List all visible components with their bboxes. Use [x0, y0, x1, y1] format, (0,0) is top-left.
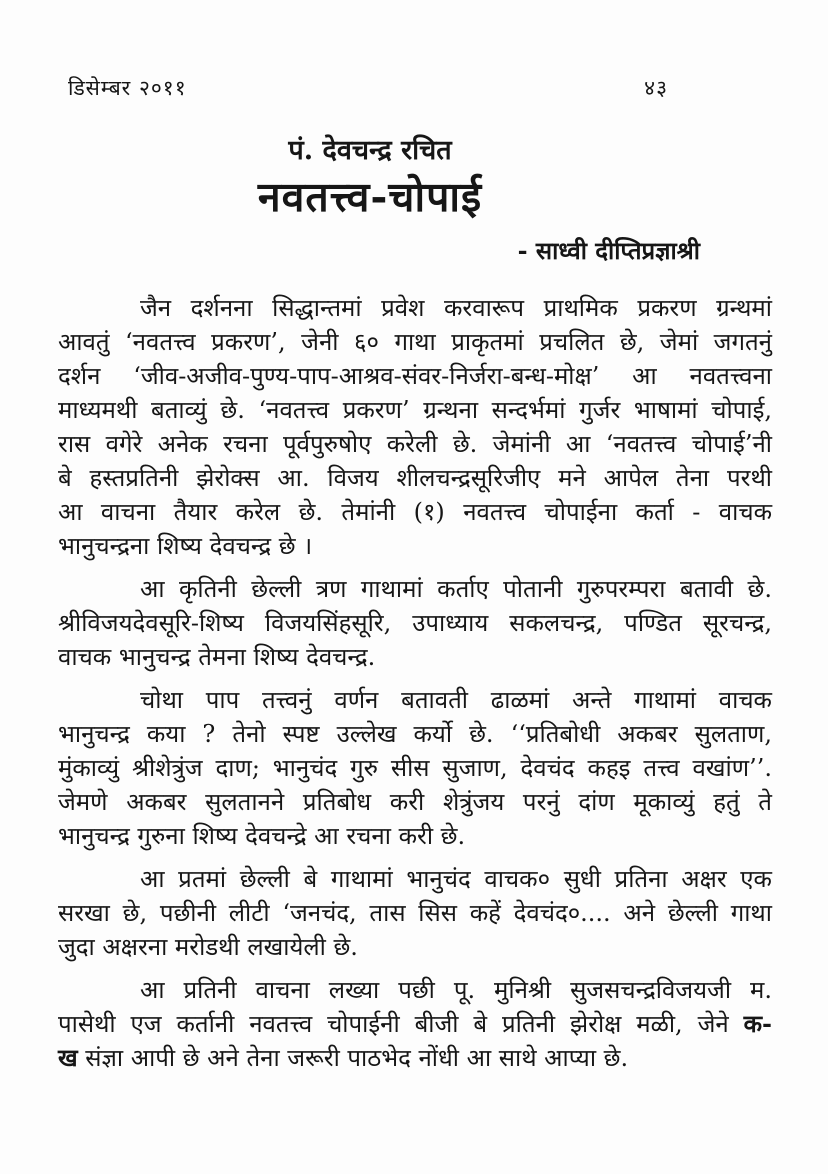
text-segment: आ कृतिनी छेल्ली त्रण गाथामां कर्ताए पोतानी गुरुपरम्परा बतावी छे. [140, 575, 772, 603]
text-segment: जैन दर्शनना सिद्धान्तमां प्रवेश करवारूप प्राथमिक प्रकरण ग्रन्थमां [140, 294, 772, 322]
text-line [58, 785, 772, 819]
paragraph [58, 683, 772, 853]
text-line [58, 461, 772, 495]
text-line [58, 896, 772, 930]
article-title: नवतत्त्व-चोपाई [257, 173, 483, 221]
page-number: ४३ [644, 76, 668, 100]
text-line [58, 683, 772, 717]
issue-date: डिसेम्बर २०११ [68, 76, 187, 100]
text-line [58, 751, 772, 785]
text-line [58, 973, 772, 1007]
text-segment: आ वाचना तैयार करेल छे. तेमांनी (१) नवतत्त्व चोपाईना कर्ता - वाचक [58, 498, 772, 526]
text-line [58, 640, 772, 674]
text-line [58, 495, 772, 529]
text-segment: भानुचन्द्र कया ? तेनो स्पष्ट उल्लेख कर्यो छे. ‘‘प्रतिबोधी अकबर सुलताण, [58, 720, 772, 748]
paragraph [58, 291, 772, 563]
text-line [58, 393, 772, 427]
text-segment: चोथा पाप तत्त्वनुं वर्णन बतावती ढाळमां अन्ते गाथामां वाचक [140, 686, 772, 714]
text-segment: मुंकाव्युं श्रीशेत्रुंज दाण; भानुचंद गुरु सीस सुजाण, देवचंद कहइ तत्त्व वखांण’’. [58, 754, 772, 782]
paragraph [58, 862, 772, 964]
page-header [68, 74, 668, 102]
text-segment: आवतुं ‘नवतत्त्व प्रकरण’, जेनी ६० गाथा प्राकृतमां प्रचलित छे, जेमां जगतनुं [58, 328, 772, 356]
text-line [58, 819, 772, 853]
text-segment: माध्यमथी बताव्युं छे. ‘नवतत्त्व प्रकरण’ ग्रन्थना सन्दर्भमां गुर्जर भाषामां चोपाई, [58, 396, 772, 424]
text-segment: सरखा छे, पछीनी लीटी ‘जनचंद, तास सिस कहें देवचंद०.... अने छेल्ली गाथा [58, 899, 772, 927]
text-segment: भानुचन्द्रना शिष्य देवचन्द्र छे । [58, 532, 313, 560]
text-line [58, 427, 772, 461]
text-segment: संज्ञा आपी छे अने तेना जरूरी पाठभेद नोंधी आ साथे आप्या छे. [77, 1044, 629, 1072]
text-line [58, 1007, 772, 1041]
text-line [58, 717, 772, 751]
text-line [58, 606, 772, 640]
text-segment: आ प्रतमां छेल्ली बे गाथामां भानुचंद वाचक० सुधी प्रतिना अक्षर एक [140, 865, 772, 893]
text-line [58, 572, 772, 606]
text-segment: जेमणे अकबर सुलतानने प्रतिबोध करी शेत्रुंजय परनुं दांण मूकाव्युं हतुं ते [58, 788, 772, 816]
text-segment: श्रीविजयदेवसूरि-शिष्य विजयसिंहसूरि, उपाध्याय सकलचन्द्र, पण्डित सूरचन्द्र, [58, 609, 772, 637]
text-segment: जुदा अक्षरना मरोडथी लखायेली छे. [58, 933, 358, 961]
text-segment: बे हस्तप्रतिनी झेरोक्स आ. विजय शीलचन्द्रसूरिजीए मने आपेल तेना परथी [58, 464, 772, 492]
bold-text-segment: क- [743, 1009, 772, 1038]
text-line [58, 529, 772, 563]
paragraph [58, 973, 772, 1075]
text-segment: भानुचन्द्र गुरुना शिष्य देवचन्द्रे आ रचना करी छे. [58, 822, 466, 850]
article-body [58, 291, 772, 1084]
text-line [58, 325, 772, 359]
paragraph [58, 572, 772, 674]
text-line [58, 1041, 772, 1075]
text-segment: रास वगेरे अनेक रचना पूर्वपुरुषोए करेली छे. जेमांनी आ ‘नवतत्त्व चोपाई’नी [58, 430, 772, 458]
text-line [58, 930, 772, 964]
author-credit: - साध्वी दीप्तिप्रज्ञाश्री [517, 236, 700, 265]
bold-text-segment: ख [58, 1043, 78, 1072]
text-line [58, 291, 772, 325]
text-segment: आ प्रतिनी वाचना लख्या पछी पू. मुनिश्री सुजसचन्द्रविजयजी म. [140, 976, 772, 1004]
composer-byline: पं. देवचन्द्र रचित [288, 135, 452, 166]
text-line [58, 359, 772, 393]
text-segment: पासेथी एज कर्तानी नवतत्त्व चोपाईनी बीजी बे प्रतिनी झेरोक्ष मळी, जेने [58, 1010, 744, 1038]
text-segment: वाचक भानुचन्द्र तेमना शिष्य देवचन्द्र. [58, 643, 376, 671]
text-line [58, 862, 772, 896]
text-segment: दर्शन ‘जीव-अजीव-पुण्य-पाप-आश्रव-संवर-निर्जरा-बन्ध-मोक्ष’ आ नवतत्त्वना [58, 362, 772, 390]
